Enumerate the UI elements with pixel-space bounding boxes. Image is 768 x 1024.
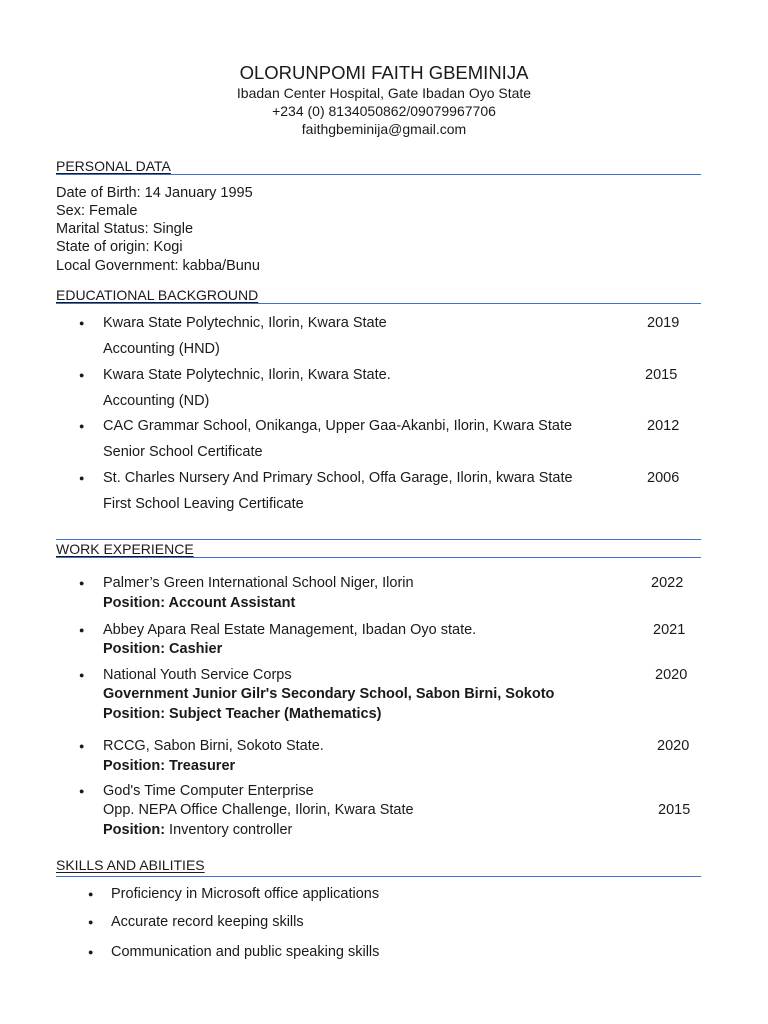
bullet-icon: ● (88, 917, 94, 927)
education-year: 2015 (645, 367, 678, 383)
work-year: 2020 (657, 738, 690, 754)
work-detail: Government Junior Gilr's Secondary School, Sabon Birni, Sokoto (103, 686, 555, 702)
work-organization: RCCG, Sabon Birni, Sokoto State. (103, 738, 324, 754)
work-position-value: Inventory controller (165, 822, 293, 838)
bullet-icon: ● (79, 741, 85, 751)
bullet-icon: ● (79, 370, 85, 380)
section-divider (56, 557, 701, 558)
work-position: Position: Subject Teacher (Mathematics) (103, 706, 382, 722)
work-year: 2021 (653, 622, 686, 638)
work-detail: Opp. NEPA Office Challenge, Ilorin, Kwara State (103, 802, 414, 818)
bullet-icon: ● (79, 421, 85, 431)
section-title-education: EDUCATIONAL BACKGROUND (56, 287, 259, 303)
work-organization: Palmer’s Green International School Niger, Ilorin (103, 575, 414, 591)
bullet-icon: ● (79, 786, 85, 796)
education-qualification: Senior School Certificate (103, 444, 263, 460)
section-divider (56, 539, 701, 540)
address: Ibadan Center Hospital, Gate Ibadan Oyo State (236, 85, 532, 101)
email: faithgbeminija@gmail.com (301, 121, 467, 137)
work-position: Position: Treasurer (103, 758, 236, 774)
work-organization: God's Time Computer Enterprise (103, 783, 314, 799)
bullet-icon: ● (79, 318, 85, 328)
education-qualification: Accounting (HND) (103, 341, 220, 357)
bullet-icon: ● (79, 578, 85, 588)
personal-dob: Date of Birth: 14 January 1995 (56, 185, 253, 201)
skill-item: Accurate record keeping skills (111, 914, 304, 930)
section-title-work: WORK EXPERIENCE (56, 541, 194, 557)
education-school: St. Charles Nursery And Primary School, Offa Garage, Ilorin, kwara State (103, 470, 573, 486)
skill-item: Communication and public speaking skills (111, 944, 380, 960)
personal-sex: Sex: Female (56, 203, 138, 219)
bullet-icon: ● (88, 889, 94, 899)
education-year: 2012 (647, 418, 680, 434)
work-organization: National Youth Service Corps (103, 667, 292, 683)
bullet-icon: ● (79, 625, 85, 635)
phone: +234 (0) 8134050862/09079967706 (272, 103, 496, 119)
bullet-icon: ● (88, 947, 94, 957)
work-position (103, 822, 292, 838)
work-position: Position: Cashier (103, 641, 223, 657)
section-divider (56, 174, 701, 175)
section-divider (56, 303, 701, 304)
work-position-label: Position: (103, 822, 166, 838)
section-title-personal: PERSONAL DATA (56, 158, 171, 174)
section-divider (56, 876, 701, 877)
work-year: 2022 (651, 575, 684, 591)
education-school: CAC Grammar School, Onikanga, Upper Gaa-Akanbi, Ilorin, Kwara State (103, 418, 573, 434)
bullet-icon: ● (79, 670, 85, 680)
education-qualification: First School Leaving Certificate (103, 496, 304, 512)
education-year: 2006 (647, 470, 680, 486)
education-year: 2019 (647, 315, 680, 331)
work-organization: Abbey Apara Real Estate Management, Ibadan Oyo state. (103, 622, 477, 638)
bullet-icon: ● (79, 473, 85, 483)
work-year: 2015 (658, 802, 691, 818)
personal-state-of-origin: State of origin: Kogi (56, 239, 183, 255)
work-position: Position: Account Assistant (103, 595, 296, 611)
education-school: Kwara State Polytechnic, Ilorin, Kwara State (103, 315, 387, 331)
skill-item: Proficiency in Microsoft office applications (111, 886, 380, 902)
education-school: Kwara State Polytechnic, Ilorin, Kwara State. (103, 367, 391, 383)
personal-local-government: Local Government: kabba/Bunu (56, 258, 260, 274)
work-year: 2020 (655, 667, 688, 683)
section-title-skills: SKILLS AND ABILITIES (56, 857, 205, 873)
personal-marital-status: Marital Status: Single (56, 221, 194, 237)
candidate-name: OLORUNPOMI FAITH GBEMINIJA (239, 62, 529, 83)
education-qualification: Accounting (ND) (103, 393, 210, 409)
